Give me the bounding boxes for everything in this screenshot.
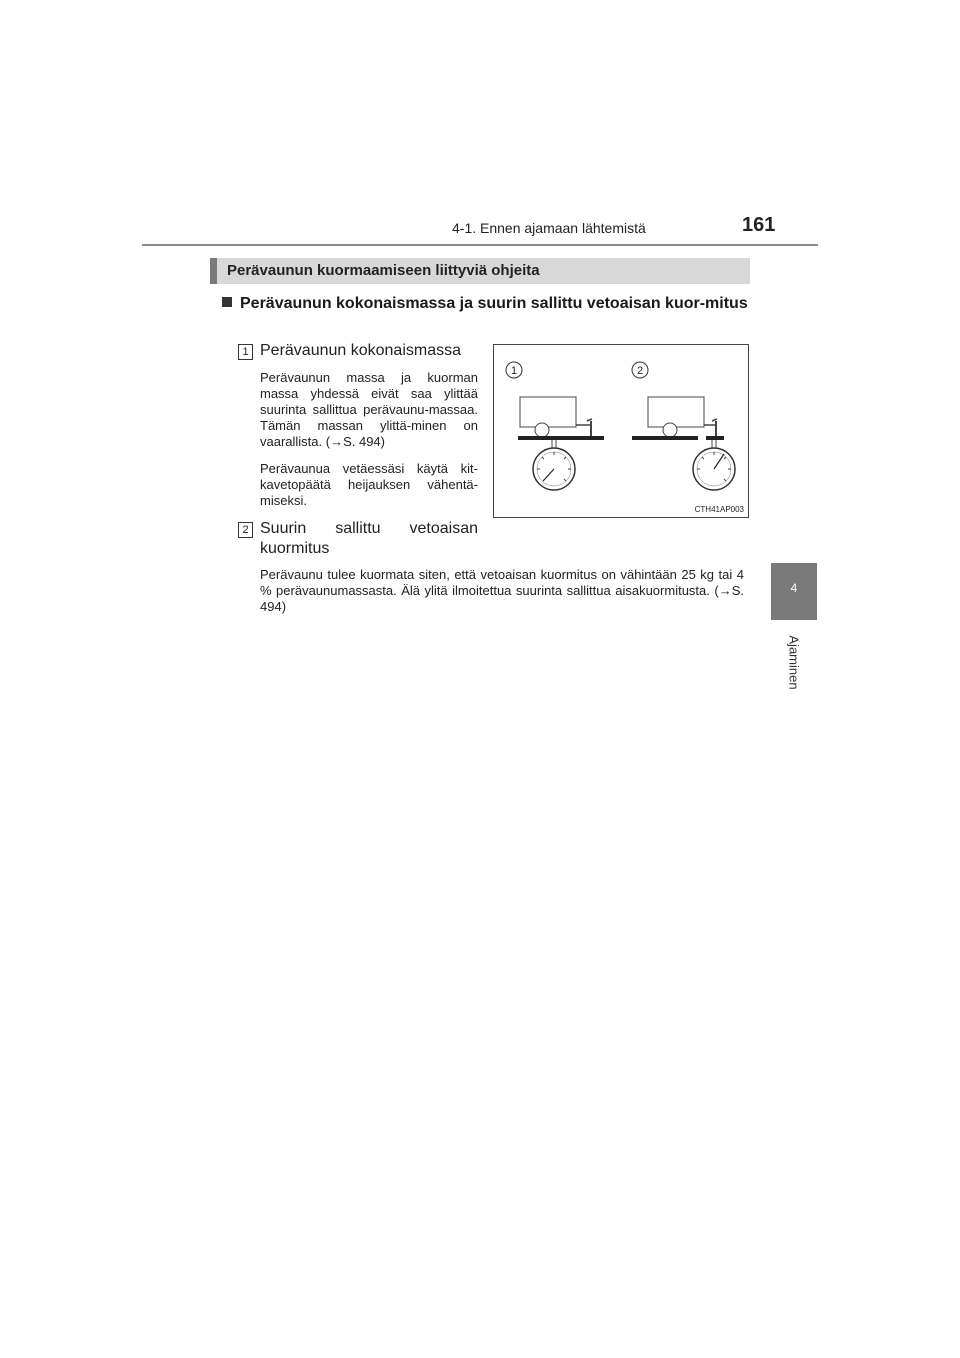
section-header [210,258,750,284]
item-number-badge: 1 [238,344,253,360]
section-title: Perävaunun kuormaamiseen liittyviä ohjeita [227,262,540,279]
square-bullet-icon [222,297,232,307]
item-paragraph: Perävaunun massa ja kuorman massa yhdessä eivät saa ylittää suurinta sallittua perävaunu-massaa. Tämän massan ylittä-minen on vaarallista. (→S. 494) [260,370,478,449]
chapter-label [764,625,824,705]
chapter-label-text: Ajaminen [786,635,802,690]
subsection-title [222,291,750,316]
chapter-number: 4 [790,581,798,595]
subsection-title-text: Perävaunun kokonaismassa ja suurin sallittu vetoaisan kuor-mitus [240,295,748,312]
trailer-wheel [663,423,677,437]
item-title: Suurin sallittu vetoaisan kuormitus [260,520,478,557]
trailer-body [520,397,576,427]
trailer-wheel [535,423,549,437]
section-path: 4-1. Ennen ajamaan lähtemistä [452,220,646,236]
item-paragraph: Perävaunu tulee kuormata siten, että vetoaisan kuormitus on vähintään 25 kg tai 4 % perävaunumassasta. Älä ylitä ilmoitettua suurinta sallittua aisakuormitusta. (→S. 494) [260,567,744,614]
trailer-scale-illustration [494,345,750,519]
trailer-load-figure [493,344,749,518]
figure-code: CTH41AP003 [694,505,744,514]
header-divider [142,244,818,246]
item-number-badge: 2 [238,522,253,538]
trailer-body [648,397,704,427]
chapter-tab [771,563,817,620]
item-paragraph: Perävaunua vetäessäsi käytä kit-kavetopäätä heijauksen vähentä-miseksi. [260,461,478,508]
jack-handle [587,419,592,421]
callout-number: 1 [510,365,518,377]
item-title: Perävaunun kokonaismassa [260,342,462,359]
jack-handle [712,419,717,421]
page-number: 161 [742,214,776,236]
callout-number: 2 [636,365,644,377]
